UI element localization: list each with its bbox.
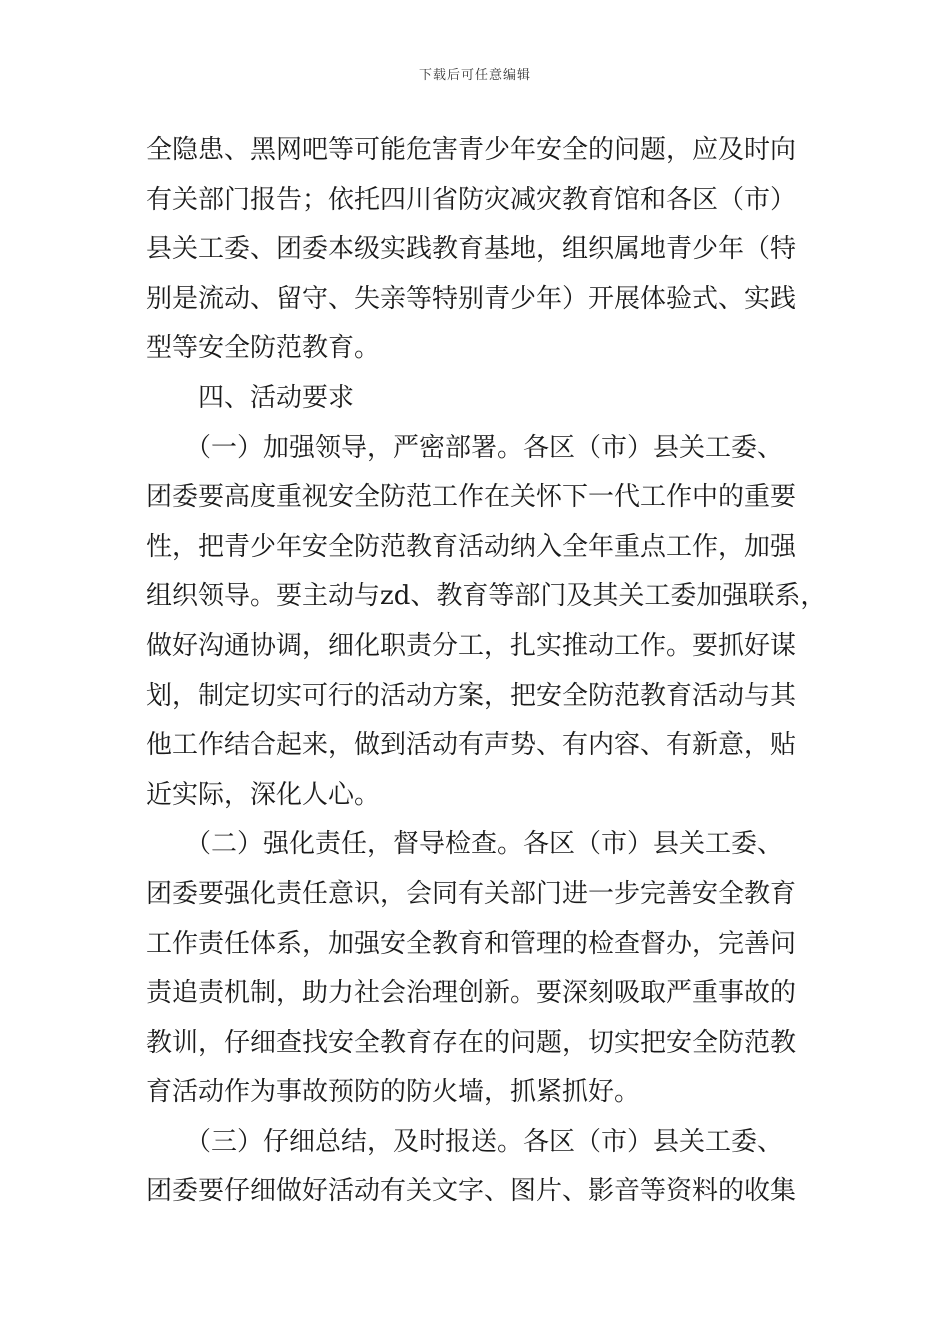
text-line: 团委要仔细做好活动有关文字、图片、影音等资料的收集 xyxy=(146,1176,797,1207)
text-line: （三）仔细总结，及时报送。各区（市）县关工委、 xyxy=(146,1126,784,1157)
text-line: 型等安全防范教育。 xyxy=(146,333,381,364)
text-line: 县关工委、团委本级实践教育基地，组织属地青少年（特 xyxy=(146,234,797,265)
text-line: 别是流动、留守、失亲等特别青少年）开展体验式、实践 xyxy=(146,283,797,314)
text-line: 育活动作为事故预防的防火墙，抓紧抓好。 xyxy=(146,1077,641,1108)
text-line: （二）强化责任，督导检查。各区（市）县关工委、 xyxy=(146,829,784,860)
document-body xyxy=(146,126,826,1217)
text-line: 近实际，深化人心。 xyxy=(146,779,381,810)
section-heading: 四、活动要求 xyxy=(146,382,355,413)
text-line: 团委要强化责任意识，会同有关部门进一步完善安全教育 xyxy=(146,878,797,909)
text-line: 责追责机制，助力社会治理创新。要深刻吸取严重事故的 xyxy=(146,978,797,1009)
text-line: （一）加强领导，严密部署。各区（市）县关工委、 xyxy=(146,432,784,463)
page-header: 下载后可任意编辑 xyxy=(418,68,531,83)
text-line: 工作责任体系，加强安全教育和管理的检查督办，完善问 xyxy=(146,928,797,959)
text-line: 教训，仔细查找安全教育存在的问题，切实把安全防范教 xyxy=(146,1027,797,1058)
text-line: 有关部门报告；依托四川省防灾减灾教育馆和各区（市） xyxy=(146,184,797,215)
text-line: 划，制定切实可行的活动方案，把安全防范教育活动与其 xyxy=(146,680,797,711)
text-line: 他工作结合起来，做到活动有声势、有内容、有新意，贴 xyxy=(146,730,797,761)
text-line: 性，把青少年安全防范教育活动纳入全年重点工作，加强 xyxy=(146,531,797,562)
text-line: 全隐患、黑网吧等可能危害青少年安全的问题，应及时向 xyxy=(146,135,797,165)
text-line: 组织领导。要主动与zd、教育等部门及其关工委加强联系， xyxy=(146,581,827,612)
text-line: 做好沟通协调，细化职责分工，扎实推动工作。要抓好谋 xyxy=(146,630,797,661)
text-line: 团委要高度重视安全防范工作在关怀下一代工作中的重要 xyxy=(146,482,797,513)
